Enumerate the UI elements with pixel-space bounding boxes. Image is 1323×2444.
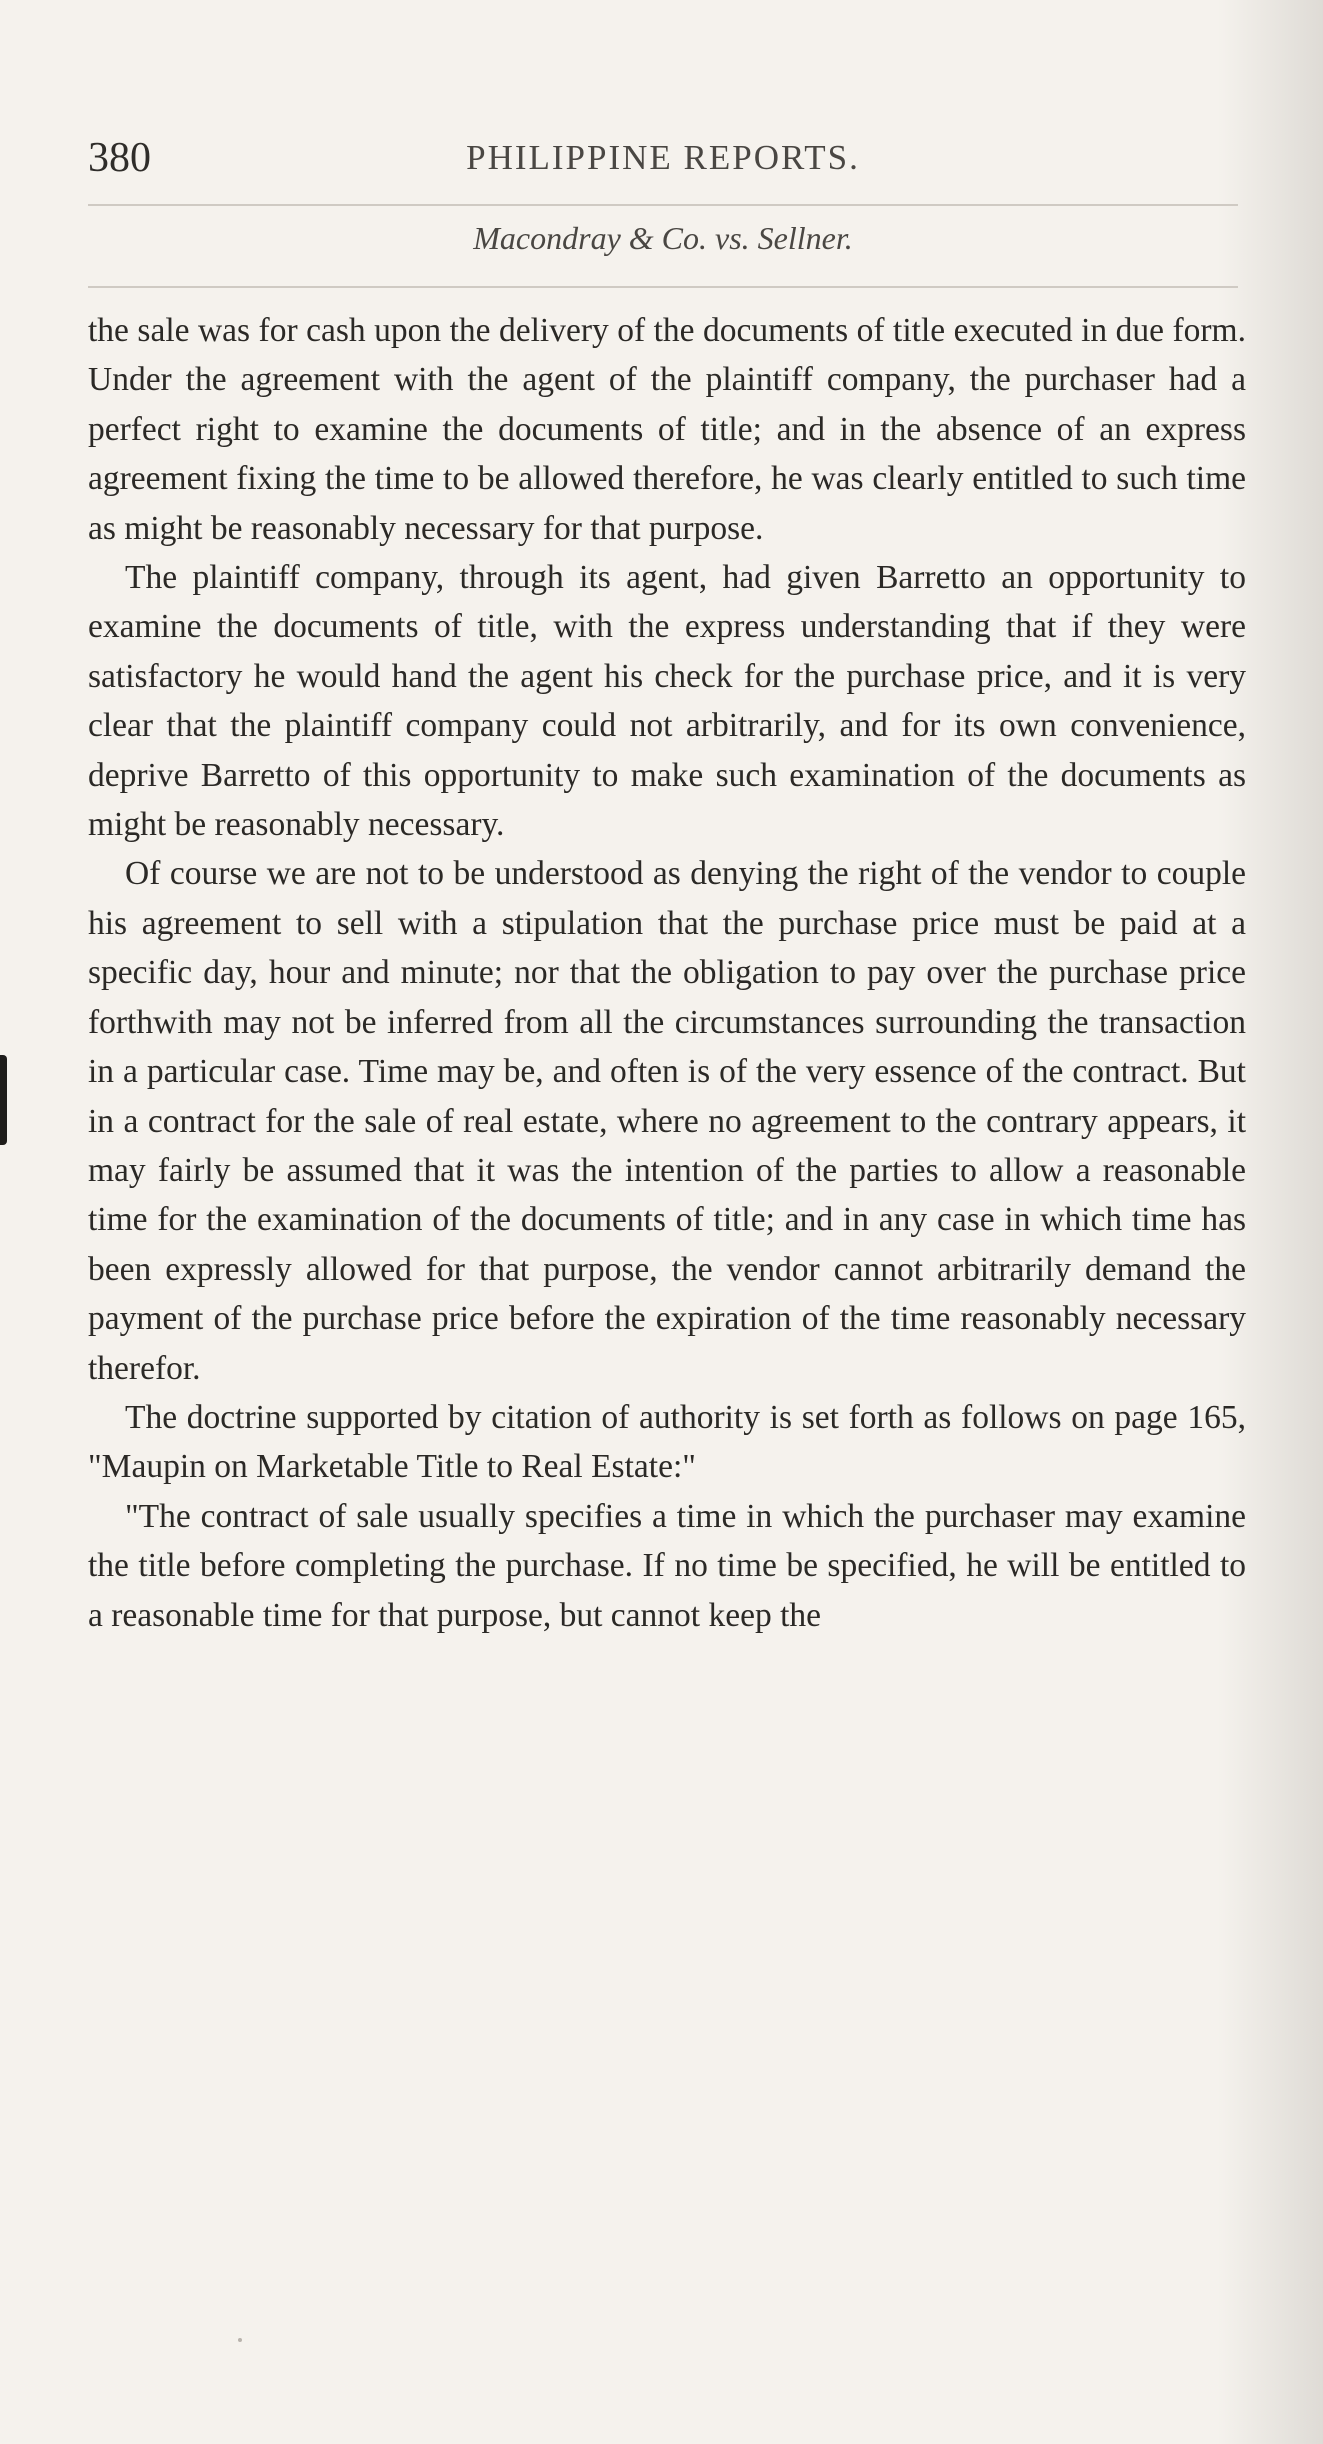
header-rule-bottom [88, 286, 1238, 288]
case-title: Macondray & Co. vs. Sellner. [473, 220, 853, 256]
paragraph-1: the sale was for cash upon the delivery of the documents of title executed in due form. Under the agreement with the agent of the plaintiff company, the purchaser had a perfect right to examine the documents of title; and in the absence of an express agreement fixing the time to be allowed therefore, he was clearly entitled to such time as might be reasonably necessary for that purpose. [88, 312, 1246, 547]
paragraph-3: Of course we are not to be understood as denying the right of the vendor to couple his agreement to sell with a stipulation that the purchase price must be paid at a specific day, hour and minute; nor that the obligation to pay over the purchase price forthwith may not be inferred from all the circumstances surrounding the transaction in a particular case. Time may be, and often is of the very essence of the contract. But in a contract for the sale of real estate, where no agreement to the contrary appears, it may fairly be assumed that it was the intention of the parties to allow a reasonable time for the examination of the documents of title; and in any case in which time has been expressly allowed for that purpose, the vendor cannot arbitrarily demand the payment of the purchase price before the expiration of the time reasonably necessary therefor. [88, 855, 1246, 1387]
body-text [88, 306, 1246, 1640]
report-title: PHILIPPINE REPORTS. [466, 138, 860, 177]
paragraph-2: The plaintiff company, through its agent, had given Barretto an opportunity to examine the documents of title, with the express understanding that if they were satisfactory he would hand the agent his check for the purchase price, and it is very clear that the plaintiff company could not arbitrarily, and for its own convenience, deprive Barretto of this opportunity to make such examination of the documents as might be reasonably necessary. [88, 559, 1246, 844]
header-rule-top [88, 204, 1238, 206]
page-number: 380 [88, 135, 151, 181]
running-head [88, 134, 1238, 194]
paragraph-4: The doctrine supported by citation of authority is set forth as follows on page 165, "Maupin on Marketable Title to Real Estate:" [88, 1398, 1246, 1486]
paragraph-5: "The contract of sale usually specifies a time in which the purchaser may examine the title before completing the purchase. If no time be specified, he will be entitled to a reasonable time for that purpose, but cannot keep the [88, 1497, 1246, 1634]
binding-margin-mark [0, 1055, 7, 1145]
paper-speck [238, 2338, 242, 2342]
